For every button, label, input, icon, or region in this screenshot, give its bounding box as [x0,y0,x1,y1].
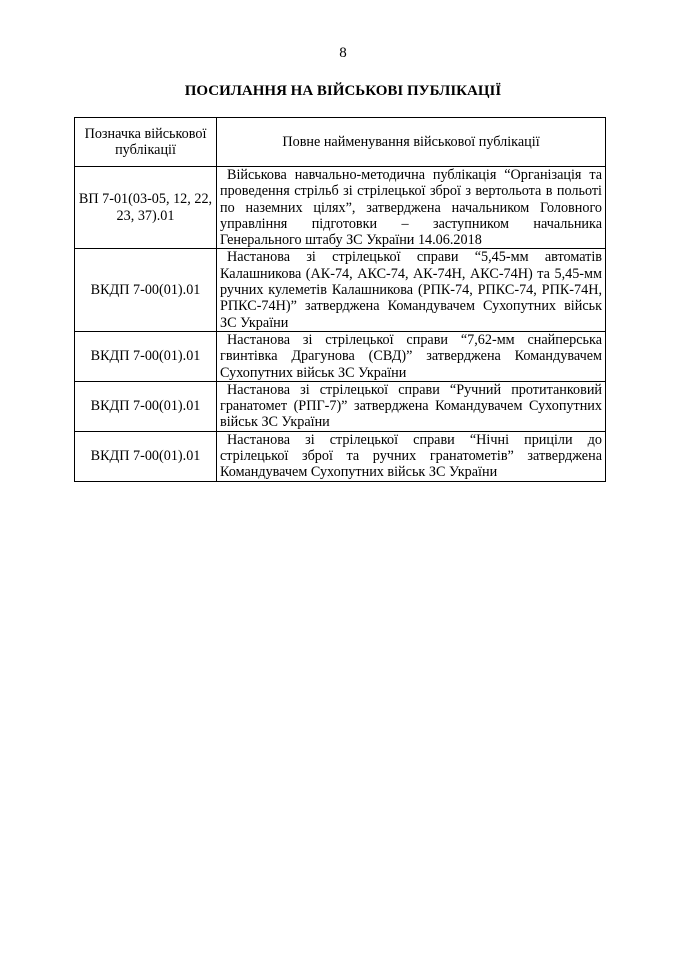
header-publication-code: Позначка військової публікації [75,118,217,167]
publication-name: Настанова зі стрілецької справи “7,62-мм снайперська гвинтівка Драгунова (СВД)” затверджена Командувачем Сухопутних військ ЗС України [220,331,602,381]
publication-name-cell [217,431,606,481]
table-row [75,167,606,249]
table-row [75,331,606,381]
publication-code: ВКДП 7-00(01).01 [75,431,217,481]
publication-code: ВКДП 7-00(01).01 [75,249,217,331]
publication-name-cell [217,167,606,249]
publication-code: ВКДП 7-00(01).01 [75,331,217,381]
publication-name: Настанова зі стрілецької справи “Нічні приціли до стрілецької зброї та ручних гранатометів” затверджена Командувачем Сухопутних військ ЗС України [220,431,602,481]
publication-name-cell [217,381,606,431]
publication-name: Настанова зі стрілецької справи “5,45-мм автоматів Калашникова (АК-74, АКС-74, АК-74Н, АКС-74Н) та 5,45-мм ручних кулеметів Калашникова (РПК-74, РПКС-74, РПК-74Н, РПКС-74Н)” затверджена Командувачем Сухопутних військ ЗС України [220,249,602,331]
table-header-row [75,118,606,167]
publication-code: ВП 7-01(03-05, 12, 22, 23, 37).01 [75,167,217,249]
publication-name-cell [217,249,606,331]
publications-table [74,117,606,482]
table-row [75,431,606,481]
table-row [75,249,606,331]
publication-name-cell [217,331,606,381]
page-title: ПОСИЛАННЯ НА ВІЙСЬКОВІ ПУБЛІКАЦІЇ [184,83,502,99]
page-number: 8 [339,45,347,61]
header-publication-name: Повне найменування військової публікації [217,118,606,167]
publication-code: ВКДП 7-00(01).01 [75,381,217,431]
publication-name: Настанова зі стрілецької справи “Ручний протитанковий гранатомет (РПГ-7)” затверджена Командувачем Сухопутних військ ЗС України [220,381,602,431]
publication-name: Військова навчально-методична публікація “Організація та проведення стрільб зі стрілецької зброї з вертольота в польоті по наземних цілях”, затверджена начальником Головного управління підготовки – заступником начальника Генерального штабу ЗС України 14.06.2018 [220,167,602,249]
table-row [75,381,606,431]
